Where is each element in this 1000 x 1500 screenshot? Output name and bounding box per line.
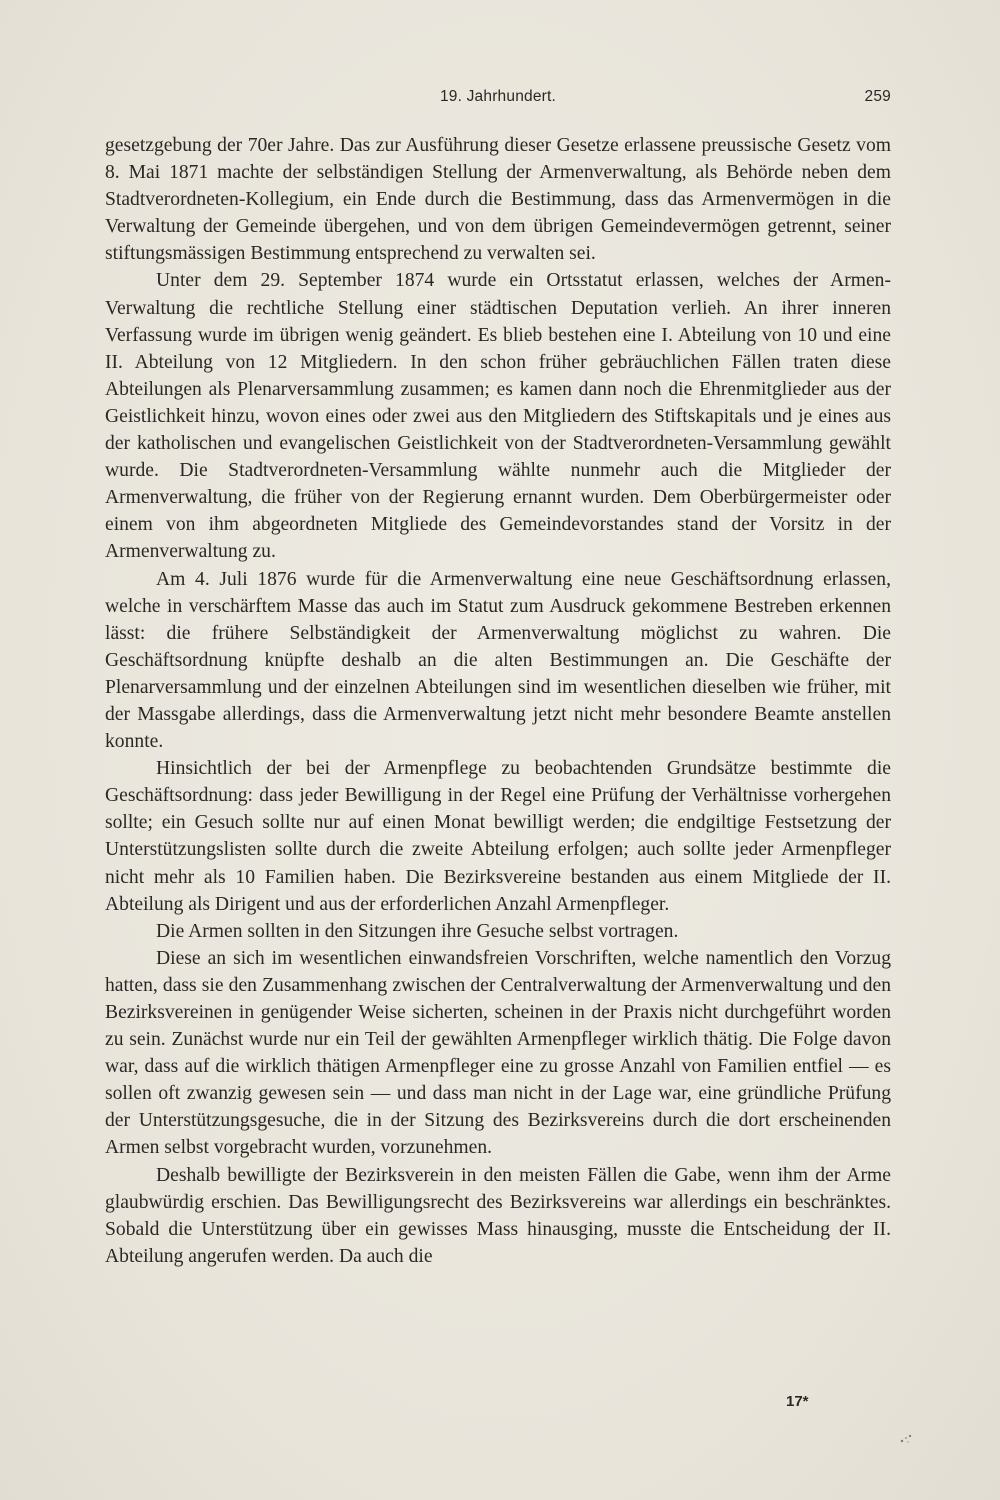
paragraph-gesuche: Die Armen sollten in den Sitzungen ihre Gesuche selbst vortragen.	[156, 920, 679, 942]
body-text	[105, 132, 891, 1270]
signature-mark: 17*	[786, 1393, 809, 1410]
page-number: 259	[864, 88, 891, 105]
paragraph-geschaeftsordnung: Am 4. Juli 1876 wurde für die Armenverwaltung eine neue Geschäftsordnung erlassen, welche in verschärftem Masse das auch im Statut zum Ausdruck gekommene Bestreben erkennen lässt: die frühere Selbständigkeit der Armenverwaltung möglichst zu wahren. Die Geschäftsordnung knüpfte deshalb an die alten Bestimmungen an. Die Geschäfte der Plenarversammlung und der einzelnen Abteilungen sind im wesentlichen dieselben wie früher, mit der Massgabe allerdings, dass die Armenverwaltung jetzt nicht mehr besondere Beamte anstellen konnte.	[105, 568, 891, 753]
paragraph-grundsaetze: Hinsichtlich der bei der Armenpflege zu beobachtenden Grundsätze bestimmte die Geschäftsordnung: dass jeder Bewilligung in der Regel eine Prüfung der Verhältnisse vorhergehen sollte; ein Gesuch sollte nur auf einen Monat bewilligt werden; die endgiltige Festsetzung der Unterstützungslisten sollte durch die zweite Abteilung erfolgen; auch sollte jeder Armenpfleger nicht mehr als 10 Familien haben. Die Bezirksvereine bestanden aus einem Mitgliede der II. Abteilung als Dirigent und aus der erforderlichen Anzahl Armenpfleger.	[105, 758, 891, 915]
paragraph-continuation: gesetzgebung der 70er Jahre. Das zur Ausführung dieser Gesetze erlassene preussische Gesetz vom 8. Mai 1871 machte der selbständigen Stellung der Armenverwaltung, als Behörde neben dem Stadtverordneten-Kollegium, ein Ende durch die Bestimmung, dass das Armenvermögen in die Verwaltung der Gemeinde übergehen, und von dem übrigen Gemeindevermögen getrennt, seiner stiftungsmässigen Bestimmung entsprechend zu verwalten sei.	[105, 135, 891, 265]
running-head	[105, 88, 891, 112]
paper-speck-marks	[898, 1432, 916, 1446]
paragraph-ortsstatut: Unter dem 29. September 1874 wurde ein Ortsstatut erlassen, welches der Armen-Verwaltung die rechtliche Stellung einer städtischen Deputation verlieh. An ihrer inneren Verfassung wurde im übrigen wenig geändert. Es blieb bestehen eine I. Abteilung von 10 und eine II. Abteilung von 12 Mitgliedern. In den schon früher gebräuchlichen Fällen traten diese Abteilungen als Plenarversammlung zusammen; es kamen dann noch die Ehrenmitglieder aus der Geistlichkeit hinzu, wovon eines oder zwei aus den Mitgliedern des Stiftskapitals und je eines aus der katholischen und evangelischen Geistlichkeit von der Stadtverordneten-Versammlung gewählt wurde. Die Stadtverordneten-Versammlung wählte nunmehr auch die Mitglieder der Armenverwaltung, die früher von der Regierung ernannt wurden. Dem Oberbürgermeister oder einem von ihm abgeordneten Mitgliede des Gemeindevorstandes stand der Vorsitz in der Armenverwaltung zu.	[105, 270, 891, 563]
paragraph-bewilligung: Deshalb bewilligte der Bezirksverein in den meisten Fällen die Gabe, wenn ihm der Arme glaubwürdig erschien. Das Bewilligungsrecht des Bezirksvereins war allerdings ein beschränktes. Sobald die Unterstützung über ein gewisses Mass hinausging, musste die Entscheidung der II. Abteilung angerufen werden. Da auch die	[105, 1164, 891, 1267]
chapter-title: 19. Jahrhundert.	[439, 88, 557, 105]
paragraph-vorschriften: Diese an sich im wesentlichen einwandsfreien Vorschriften, welche namentlich den Vorzug hatten, dass sie den Zusammenhang zwischen der Centralverwaltung der Armenverwaltung und den Bezirksvereinen in genügender Weise sicherten, scheinen in der Praxis nicht durchgeführt worden zu sein. Zunächst wurde nur ein Teil der gewählten Armenpfleger wirklich thätig. Die Folge davon war, dass auf die wirklich thätigen Armenpfleger eine zu grosse Anzahl von Familien entfiel — es sollen oft zwanzig gewesen sein — und dass man nicht in der Lage war, eine gründliche Prüfung der Unterstützungsgesuche, die in der Sitzung des Bezirksvereins durch die dort erscheinenden Armen selbst vorgebracht wurden, vorzunehmen.	[105, 947, 891, 1159]
